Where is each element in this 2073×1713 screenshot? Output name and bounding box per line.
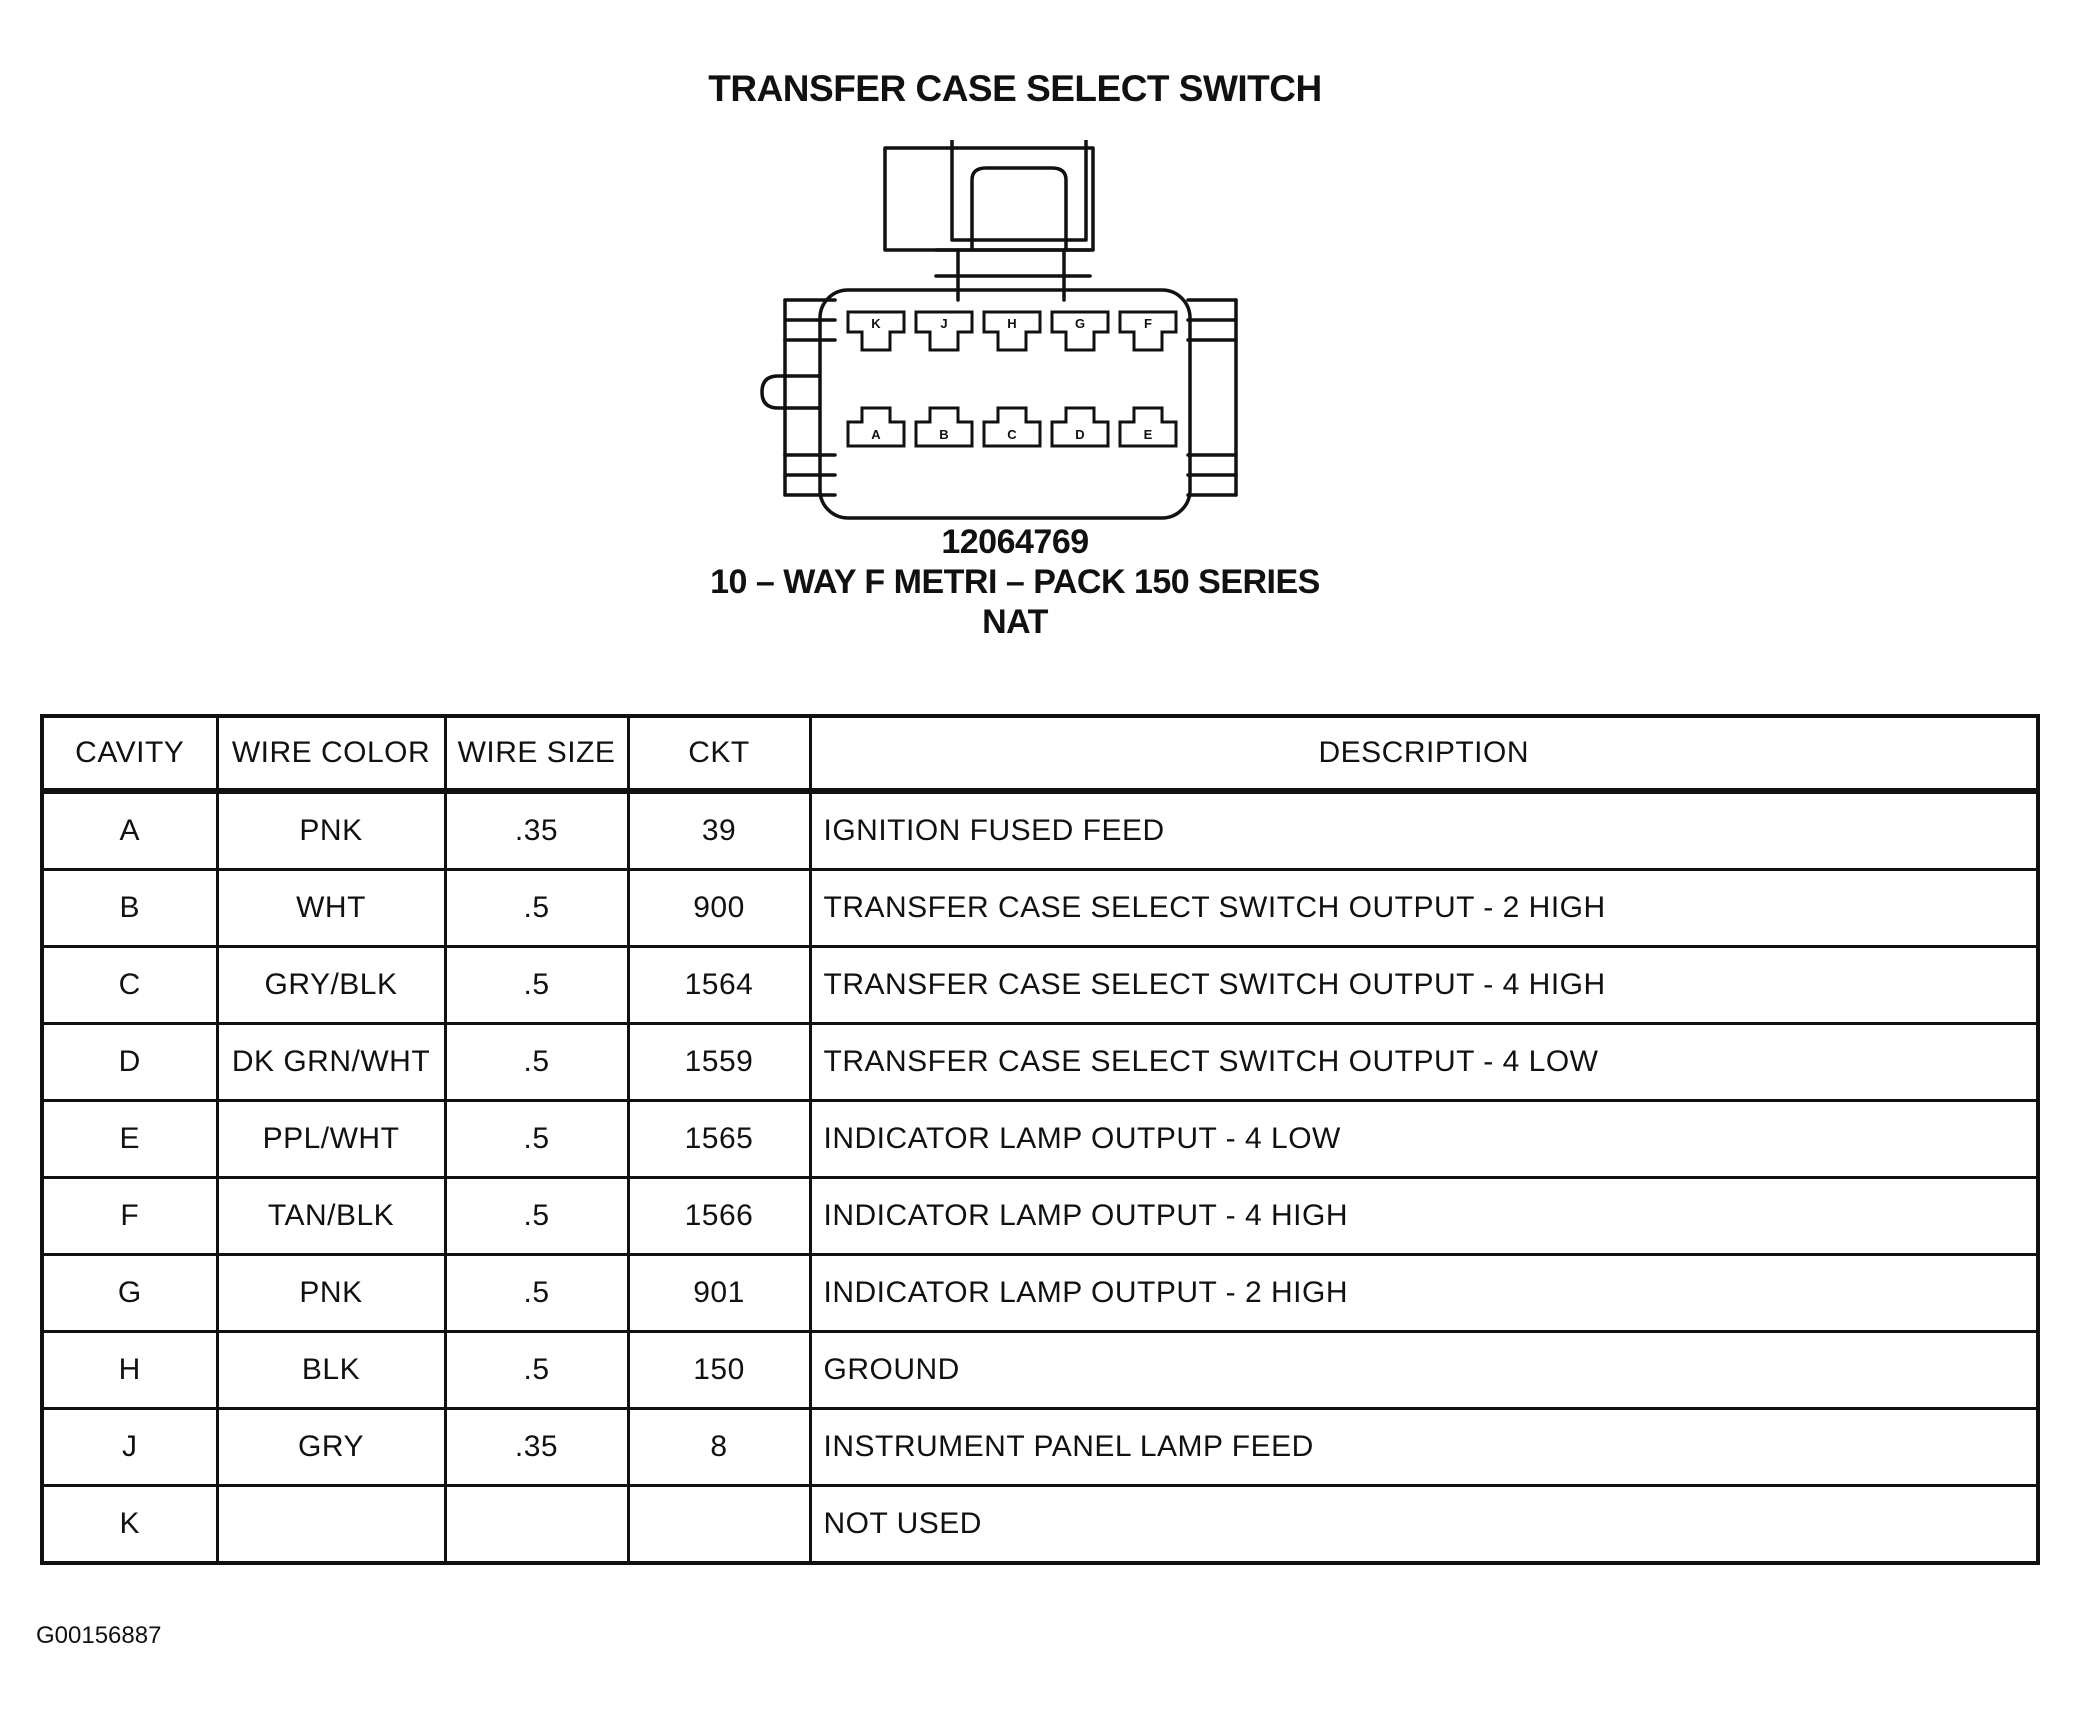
pinout-table — [40, 714, 2040, 1565]
description-cell: INDICATOR LAMP OUTPUT - 4 HIGH — [810, 1178, 2038, 1255]
cavity-label: J — [940, 316, 948, 331]
table-row — [42, 1332, 2038, 1409]
table-row — [42, 947, 2038, 1024]
ckt-cell: 1566 — [628, 1178, 810, 1255]
table-row — [42, 791, 2038, 870]
ckt-cell: 1559 — [628, 1024, 810, 1101]
cavity-label: F — [1144, 316, 1152, 331]
cavity-cell: G — [42, 1255, 217, 1332]
table-row — [42, 1024, 2038, 1101]
ckt-cell: 900 — [628, 870, 810, 947]
ckt-cell: 39 — [628, 791, 810, 870]
table-row — [42, 1486, 2038, 1564]
cavity-g — [1052, 312, 1108, 350]
cavity-cell: C — [42, 947, 217, 1024]
figure-id: G00156887 — [36, 1622, 162, 1649]
diagram-title: TRANSFER CASE SELECT SWITCH — [708, 68, 1322, 109]
header-description: DESCRIPTION — [810, 716, 2038, 791]
wire-color-cell: GRY/BLK — [217, 947, 445, 1024]
wire-color-cell: WHT — [217, 870, 445, 947]
description-cell: TRANSFER CASE SELECT SWITCH OUTPUT - 4 LOW — [810, 1024, 2038, 1101]
wire-size-cell: .5 — [445, 1101, 628, 1178]
description-cell: TRANSFER CASE SELECT SWITCH OUTPUT - 2 HIGH — [810, 870, 2038, 947]
header-ckt: CKT — [628, 716, 810, 791]
cavity-cell: K — [42, 1486, 217, 1564]
description-cell: NOT USED — [810, 1486, 2038, 1564]
table-row — [42, 1178, 2038, 1255]
wire-color-cell: PPL/WHT — [217, 1101, 445, 1178]
cavity-j — [916, 312, 972, 350]
cavity-e — [1120, 408, 1176, 446]
cavity-a — [848, 408, 904, 446]
wire-size-cell: .5 — [445, 1332, 628, 1409]
cavity-k — [848, 312, 904, 350]
table-row — [42, 1255, 2038, 1332]
table-row — [42, 1101, 2038, 1178]
cavity-f — [1120, 312, 1176, 350]
wire-size-cell — [445, 1486, 628, 1564]
description-cell: IGNITION FUSED FEED — [810, 791, 2038, 870]
cavity-cell: J — [42, 1409, 217, 1486]
cavity-label: D — [1075, 427, 1085, 442]
wire-color-cell — [217, 1486, 445, 1564]
cavity-h — [984, 312, 1040, 350]
wire-color-cell: PNK — [217, 1255, 445, 1332]
header-wire-size: WIRE SIZE — [445, 716, 628, 791]
wire-color-cell: TAN/BLK — [217, 1178, 445, 1255]
wire-color-cell: GRY — [217, 1409, 445, 1486]
table-row — [42, 870, 2038, 947]
ckt-cell — [628, 1486, 810, 1564]
connector-latch-housing — [885, 148, 1093, 250]
connector-color: NAT — [982, 603, 1048, 641]
wire-color-cell: DK GRN/WHT — [217, 1024, 445, 1101]
description-cell: INDICATOR LAMP OUTPUT - 4 LOW — [810, 1101, 2038, 1178]
wire-size-cell: .5 — [445, 1178, 628, 1255]
wire-size-cell: .5 — [445, 947, 628, 1024]
ckt-cell: 1564 — [628, 947, 810, 1024]
ckt-cell: 8 — [628, 1409, 810, 1486]
header-cavity: CAVITY — [42, 716, 217, 791]
part-number: 12064769 — [941, 523, 1089, 561]
cavity-cell: D — [42, 1024, 217, 1101]
description-cell: TRANSFER CASE SELECT SWITCH OUTPUT - 4 HIGH — [810, 947, 2038, 1024]
cavity-cell: E — [42, 1101, 217, 1178]
cavity-cell: B — [42, 870, 217, 947]
cavity-label: H — [1007, 316, 1017, 331]
header-wire-color: WIRE COLOR — [217, 716, 445, 791]
table-header-row — [42, 716, 2038, 791]
cavity-cell: F — [42, 1178, 217, 1255]
cavity-label: C — [1007, 427, 1017, 442]
wire-size-cell: .5 — [445, 1024, 628, 1101]
ckt-cell: 150 — [628, 1332, 810, 1409]
description-cell: GROUND — [810, 1332, 2038, 1409]
cavity-label: K — [871, 316, 881, 331]
wire-color-cell: BLK — [217, 1332, 445, 1409]
wire-size-cell: .5 — [445, 870, 628, 947]
cavity-label: B — [939, 427, 949, 442]
cavity-label: E — [1143, 427, 1153, 442]
wire-size-cell: .35 — [445, 1409, 628, 1486]
connector-type: 10 – WAY F METRI – PACK 150 SERIES — [710, 563, 1320, 601]
cavity-b — [916, 408, 972, 446]
cavity-cell: A — [42, 791, 217, 870]
connector-info — [0, 522, 2030, 642]
cavity-label: G — [1074, 316, 1086, 331]
cavity-cell: H — [42, 1332, 217, 1409]
wire-size-cell: .5 — [445, 1255, 628, 1332]
cavity-label: A — [871, 427, 881, 442]
ckt-cell: 901 — [628, 1255, 810, 1332]
connector-face-diagram — [740, 140, 1260, 520]
wire-color-cell: PNK — [217, 791, 445, 870]
description-cell: INSTRUMENT PANEL LAMP FEED — [810, 1409, 2038, 1486]
cavity-c — [984, 408, 1040, 446]
table-row — [42, 1409, 2038, 1486]
description-cell: INDICATOR LAMP OUTPUT - 2 HIGH — [810, 1255, 2038, 1332]
ckt-cell: 1565 — [628, 1101, 810, 1178]
wire-size-cell: .35 — [445, 791, 628, 870]
cavity-d — [1052, 408, 1108, 446]
